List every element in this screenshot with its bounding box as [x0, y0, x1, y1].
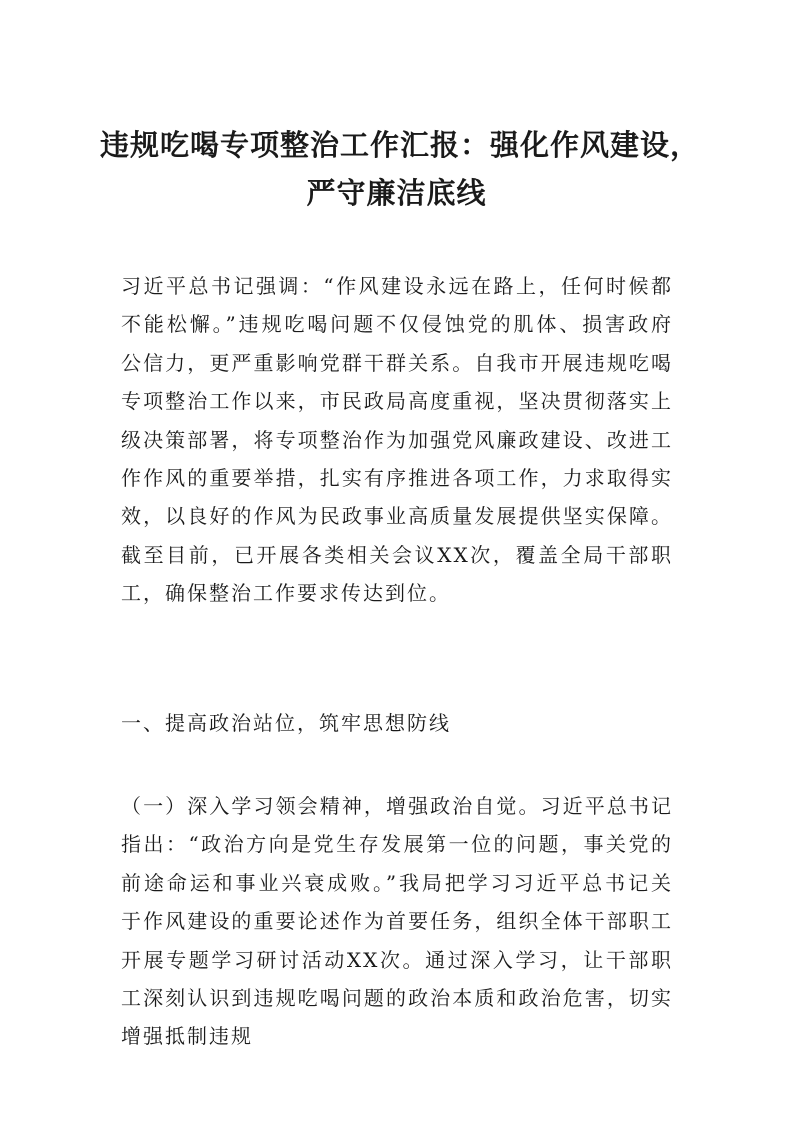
- document-title-line-2: 严守廉洁底线: [306, 176, 487, 210]
- section-paragraph: （一）深入学习领会精神，增强政治自觉。习近平总书记指出：“政治方向是党生存发展第一位的问题，事关党的前途命运和事业兴衰成败。”我局把学习习近平总书记关于作风建设的重要论述作为首要任务，组织全体干部职工开展专题学习研讨活动XX次。通过深入学习，让干部职工深刻认识到违规吃喝问题的政治本质和政治危害，切实增强抵制违规: [121, 794, 673, 1049]
- section-heading: 一、提高政治站位，筑牢思想防线: [121, 711, 451, 735]
- document-title-line-1: 违规吃喝专项整治工作汇报：强化作风建设，: [100, 128, 701, 162]
- intro-paragraph: 习近平总书记强调：“作风建设永远在路上，任何时候都不能松懈。”违规吃喝问题不仅侵蚀党的肌体、损害政府公信力，更严重影响党群干群关系。自我市开展违规吃喝专项整治工作以来，市民政局高度重视，坚决贯彻落实上级决策部署，将专项整治作为加强党风廉政建设、改进工作作风的重要举措，扎实有序推进各项工作，力求取得实效，以良好的作风为民政事业高质量发展提供坚实保障。截至目前，已开展各类相关会议XX次，覆盖全局干部职工，确保整治工作要求传达到位。: [121, 274, 673, 606]
